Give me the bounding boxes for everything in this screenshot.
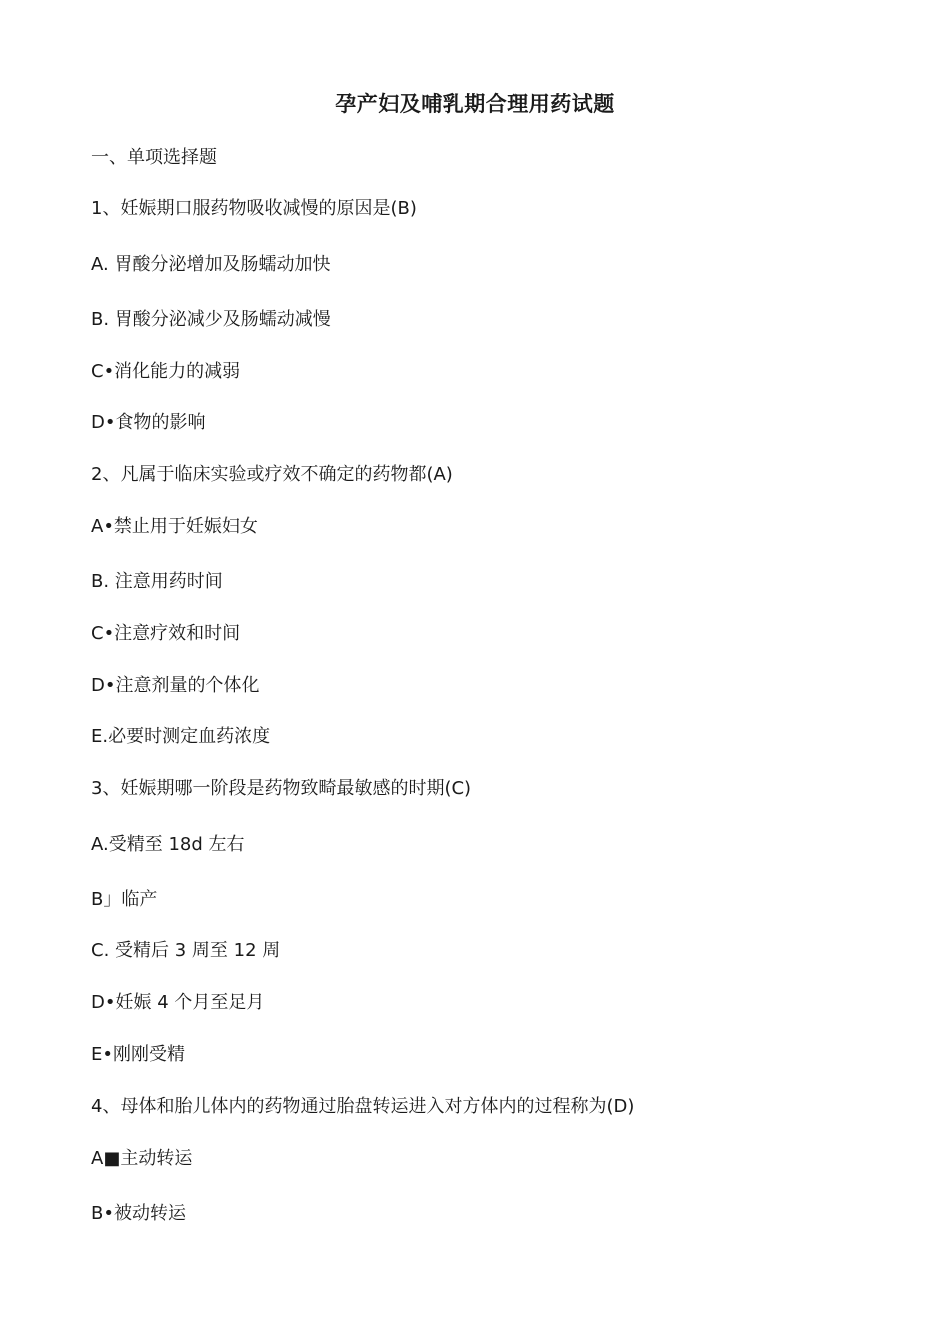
question-3-option-b: B」临产 <box>91 889 158 910</box>
question-2-option-d: D•注意剂量的个体化 <box>91 675 260 696</box>
question-1-option-c: C•消化能力的减弱 <box>91 361 241 382</box>
question-1-option-b: B. 胃酸分泌减少及肠蠕动减慢 <box>91 309 331 330</box>
question-1-stem: 1、妊娠期口服药物吸收减慢的原因是(B) <box>91 198 417 219</box>
question-2-option-c: C•注意疗效和时间 <box>91 623 241 644</box>
question-3-option-e: E•刚刚受精 <box>91 1044 185 1065</box>
question-2-option-e: E.必要时测定血药浓度 <box>91 726 271 747</box>
question-4-option-a: A■主动转运 <box>91 1148 193 1169</box>
section-heading: 一、单项选择题 <box>91 147 217 168</box>
question-3-stem: 3、妊娠期哪一阶段是药物致畸最敏感的时期(C) <box>91 778 472 799</box>
question-3-option-d: D•妊娠 4 个月至足月 <box>91 992 265 1013</box>
question-2-option-b: B. 注意用药时间 <box>91 571 223 592</box>
document-title: 孕产妇及哺乳期合理用药试题 <box>335 92 615 116</box>
question-1-option-d: D•食物的影响 <box>91 412 206 433</box>
question-1-option-a: A. 胃酸分泌增加及肠蠕动加快 <box>91 254 331 275</box>
question-3-option-c: C. 受精后 3 周至 12 周 <box>91 940 281 961</box>
question-3-option-a: A.受精至 18d 左右 <box>91 834 245 855</box>
question-4-option-b: B•被动转运 <box>91 1203 186 1224</box>
question-2-option-a: A•禁止用于妊娠妇女 <box>91 516 258 537</box>
question-4-stem: 4、母体和胎儿体内的药物通过胎盘转运进入对方体内的过程称为(D) <box>91 1096 635 1117</box>
question-2-stem: 2、凡属于临床实验或疗效不确定的药物都(A) <box>91 464 453 485</box>
